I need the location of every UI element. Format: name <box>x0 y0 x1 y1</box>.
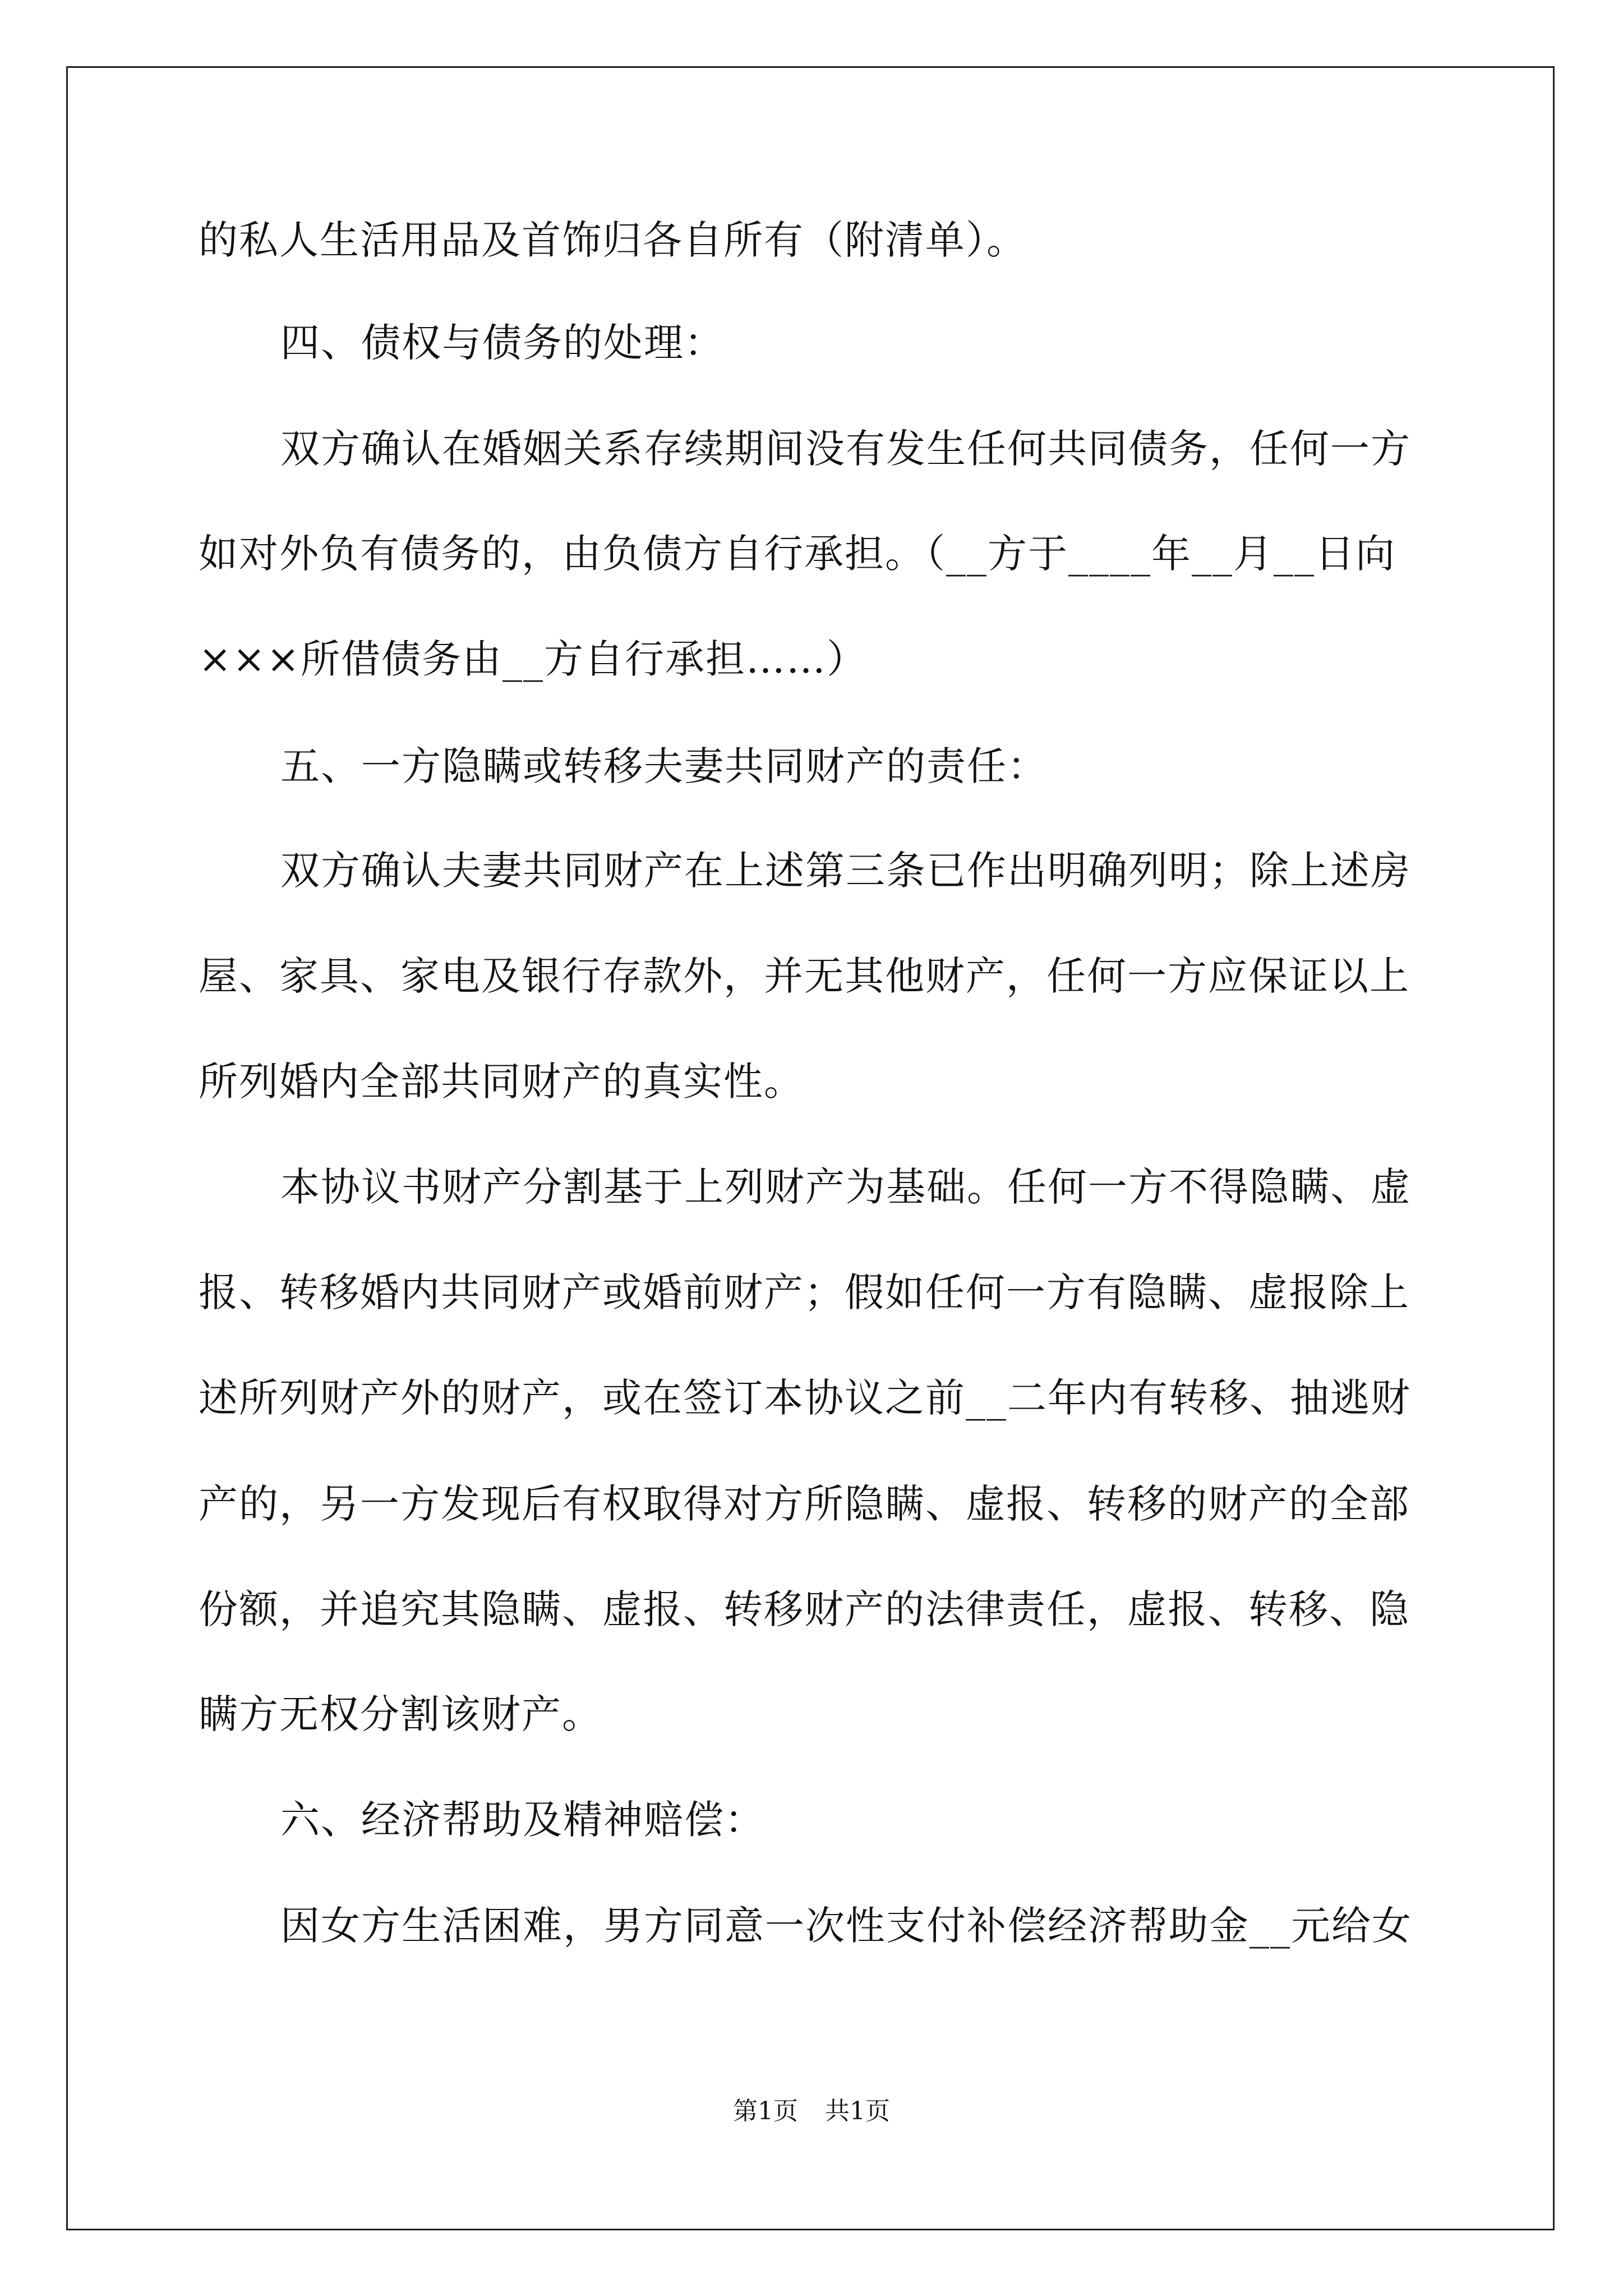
text-line: 屋、家具、家电及银行存款外，并无其他财产，任何一方应保证以上 <box>199 953 1410 999</box>
text-line: 所列婚内全部共同财产的真实性。 <box>199 1059 804 1105</box>
text-line: 产的，另一方发现后有权取得对方所隐瞒、虚报、转移的财产的全部 <box>199 1481 1410 1527</box>
text-line: 述所列财产外的财产，或在签订本协议之前__二年内有转移、抽逃财 <box>199 1375 1411 1421</box>
section-heading: 四、债权与债务的处理： <box>280 320 725 366</box>
text-line: 本协议书财产分割基于上列财产为基础。任何一方不得隐瞒、虚 <box>280 1164 1411 1210</box>
text-line: 报、转移婚内共同财产或婚前财产；假如任何一方有隐瞒、虚报除上 <box>199 1269 1410 1315</box>
text-line: 如对外负有债务的，由负债方自行承担。（__方于____年__月__日向 <box>199 531 1396 577</box>
text-line: 双方确认在婚姻关系存续期间没有发生任何共同债务，任何一方 <box>280 426 1411 472</box>
page-footer <box>0 2096 1623 2127</box>
section-heading: 五、一方隐瞒或转移夫妻共同财产的责任： <box>280 743 1048 789</box>
text-line: 份额，并追究其隐瞒、虚报、转移财产的法律责任，虚报、转移、隐 <box>199 1586 1410 1632</box>
section-heading: 六、经济帮助及精神赔偿： <box>280 1797 765 1843</box>
text-line: 双方确认夫妻共同财产在上述第三条已作出明确列明；除上述房 <box>280 848 1411 894</box>
text-line: ×××所借债务由__方自行承担……） <box>199 636 867 682</box>
page-number-current: 第1页 <box>733 2097 798 2125</box>
page-number-total: 共1页 <box>825 2097 890 2125</box>
text-line: 的私人生活用品及首饰归各自所有（附清单）。 <box>199 217 1027 263</box>
text-line: 因女方生活困难，男方同意一次性支付补偿经济帮助金__元给女 <box>280 1903 1412 1949</box>
text-line: 瞒方无权分割该财产。 <box>199 1691 602 1737</box>
